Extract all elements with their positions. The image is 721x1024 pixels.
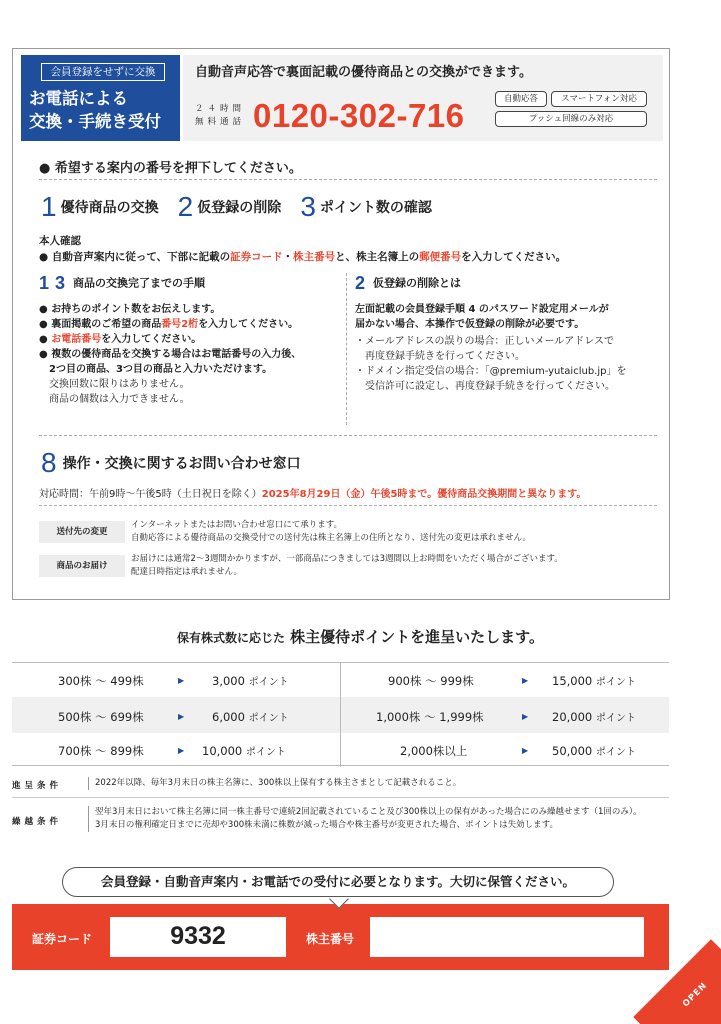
- column-separator: [340, 663, 341, 767]
- shares-tier-6: 2,000株以上: [400, 744, 468, 758]
- shareholder-info-box: [12, 904, 669, 970]
- contact-hours: 対応時間：午前9時〜午後5時（土日祝日を除く）2025年8月29日（金）午後5時まで。優待商品交換期間と異なります。: [39, 489, 587, 500]
- phone-number[interactable]: 0120-302-716: [253, 97, 465, 134]
- arrow-icon: ▶: [178, 676, 185, 685]
- phone-info-title: 自動音声応答で裏面記載の優待商品との交換ができます。: [195, 65, 532, 80]
- shares-tier-3: 700株 〜 899株: [58, 744, 144, 758]
- condition-carryover-text: 翌年3月末日において株主名簿に同一株主番号で連続2回記載されていること及び300株以上の保有があった場合にのみ繰越せます（1回のみ）。 3月末日の権利確定日までに売却や300株未満に株数が減った場合や株主番号が変更された場合、ポイントは失効します。: [88, 806, 642, 832]
- instruction: ● 希望する案内の番号を押下してください。: [39, 161, 302, 176]
- phone-service-panel: [12, 48, 670, 600]
- column-divider: [346, 273, 347, 425]
- phone-service-badge: [21, 55, 180, 141]
- condition-grant-key: 進呈条件: [12, 781, 63, 791]
- text-delivery: お届けには通常2〜3週間かかりますが、一部商品につきましては3週間以上お時間をいただく場合がございます。 配達日時指定は承れません。: [131, 554, 563, 577]
- shareholder-number-label: 株主番号: [306, 932, 355, 946]
- points-tier-5: 20,000 ポイント: [552, 710, 636, 724]
- identity-text: ● 自動音声案内に従って、下部に記載の証券コード・株主番号と、株主名簿上の郵便番号を入力してください。: [39, 251, 567, 263]
- arrow-icon: ▶: [178, 746, 185, 755]
- contact-title: 8 操作・交換に関するお問い合わせ窓口: [41, 447, 301, 478]
- option-check-points: 3 ポイント数の確認: [300, 191, 432, 222]
- shareholder-number-field[interactable]: [370, 917, 644, 957]
- points-tier-4: 15,000 ポイント: [552, 674, 636, 688]
- shares-tier-4: 900株 〜 999株: [388, 674, 474, 688]
- points-tier-6: 50,000 ポイント: [552, 744, 636, 758]
- shares-tier-1: 300株 〜 499株: [58, 674, 144, 688]
- shares-tier-2: 500株 〜 699株: [58, 710, 144, 724]
- tag-push-line: プッシュ回線のみ対応: [495, 111, 647, 127]
- no-register-label: 会員登録をせずに交換: [41, 63, 165, 81]
- option-exchange: 1 優待商品の交換: [41, 191, 159, 222]
- shares-tier-5: 1,000株 〜 1,999株: [376, 710, 484, 724]
- condition-carryover-key: 繰越条件: [12, 817, 63, 827]
- delete-registration-info: 2 仮登録の削除とは 左面記載の会員登録手順 4 のパスワード設定用メールが 届かない場合、本操作で仮登録の削除が必要です。 ・メールアドレスの誤りの場合：正しいメールアドレスで 再度登録手続きを行ってください。 ・ドメイン指定受信の場合：「@premium-yutaiclub.jp」を 受信許可に設定し、再度登録手続きを行ってください。: [355, 273, 627, 392]
- phone-info: [183, 55, 663, 141]
- toll-free-label: ２４時間 無料通話: [195, 104, 246, 127]
- points-table: [12, 662, 669, 766]
- divider: [39, 505, 657, 506]
- condition-grant-text: 2022年以降、毎年3月末日の株主名簿に、300株以上保有する株主さまとして記載されること。: [88, 777, 461, 790]
- divider: [12, 797, 669, 798]
- divider: [39, 435, 657, 436]
- points-tier-2: 6,000 ポイント: [212, 710, 289, 724]
- points-title: 保有株式数に応じた 株主優待ポイントを進呈いたします。: [177, 628, 544, 646]
- points-tier-3: 10,000 ポイント: [202, 744, 286, 758]
- label-delivery: 商品のお届け: [39, 555, 125, 577]
- menu-options: [41, 191, 446, 223]
- tag-smartphone: スマートフォン対応: [551, 91, 647, 107]
- text-address-change: インターネットまたはお問い合わせ窓口にて承ります。 自動応答による優待商品の交換受付での送付先は株主名簿上の住所となり、送付先の変更は承れません。: [131, 520, 532, 543]
- keep-safe-callout: 会員登録・自動音声案内・お電話での受付に必要となります。大切に保管ください。: [62, 867, 614, 897]
- tag-auto-response: 自動応答: [495, 91, 547, 107]
- arrow-icon: ▶: [522, 712, 529, 721]
- arrow-icon: ▶: [178, 712, 185, 721]
- points-tier-1: 3,000 ポイント: [212, 674, 289, 688]
- label-address-change: 送付先の変更: [39, 521, 125, 543]
- securities-code-field: 9332: [110, 917, 286, 957]
- arrow-icon: ▶: [522, 676, 529, 685]
- divider: [39, 179, 657, 180]
- open-label: OPEN: [680, 980, 710, 1010]
- phone-service-title: お電話による 交換・手続き受付: [29, 89, 161, 131]
- exchange-procedure: 1 3 商品の交換完了までの手順 ● お持ちのポイント数をお伝えします。 ● 裏面掲載のご希望の商品番号2桁を入力してください。 ● お電話番号を入力してください。 ● 複数の優待商品を交換する場合はお電話番号の入力後、 2つ目の商品、3つ目の商品と入力いただけます。 交換回数に限りはありません。 商品の個数は入力できません。: [39, 273, 302, 405]
- option-delete-registration: 2 仮登録の削除: [177, 191, 282, 222]
- securities-code-label: 証券コード: [32, 932, 93, 946]
- arrow-icon: ▶: [522, 746, 529, 755]
- identity-title: 本人確認: [39, 235, 81, 247]
